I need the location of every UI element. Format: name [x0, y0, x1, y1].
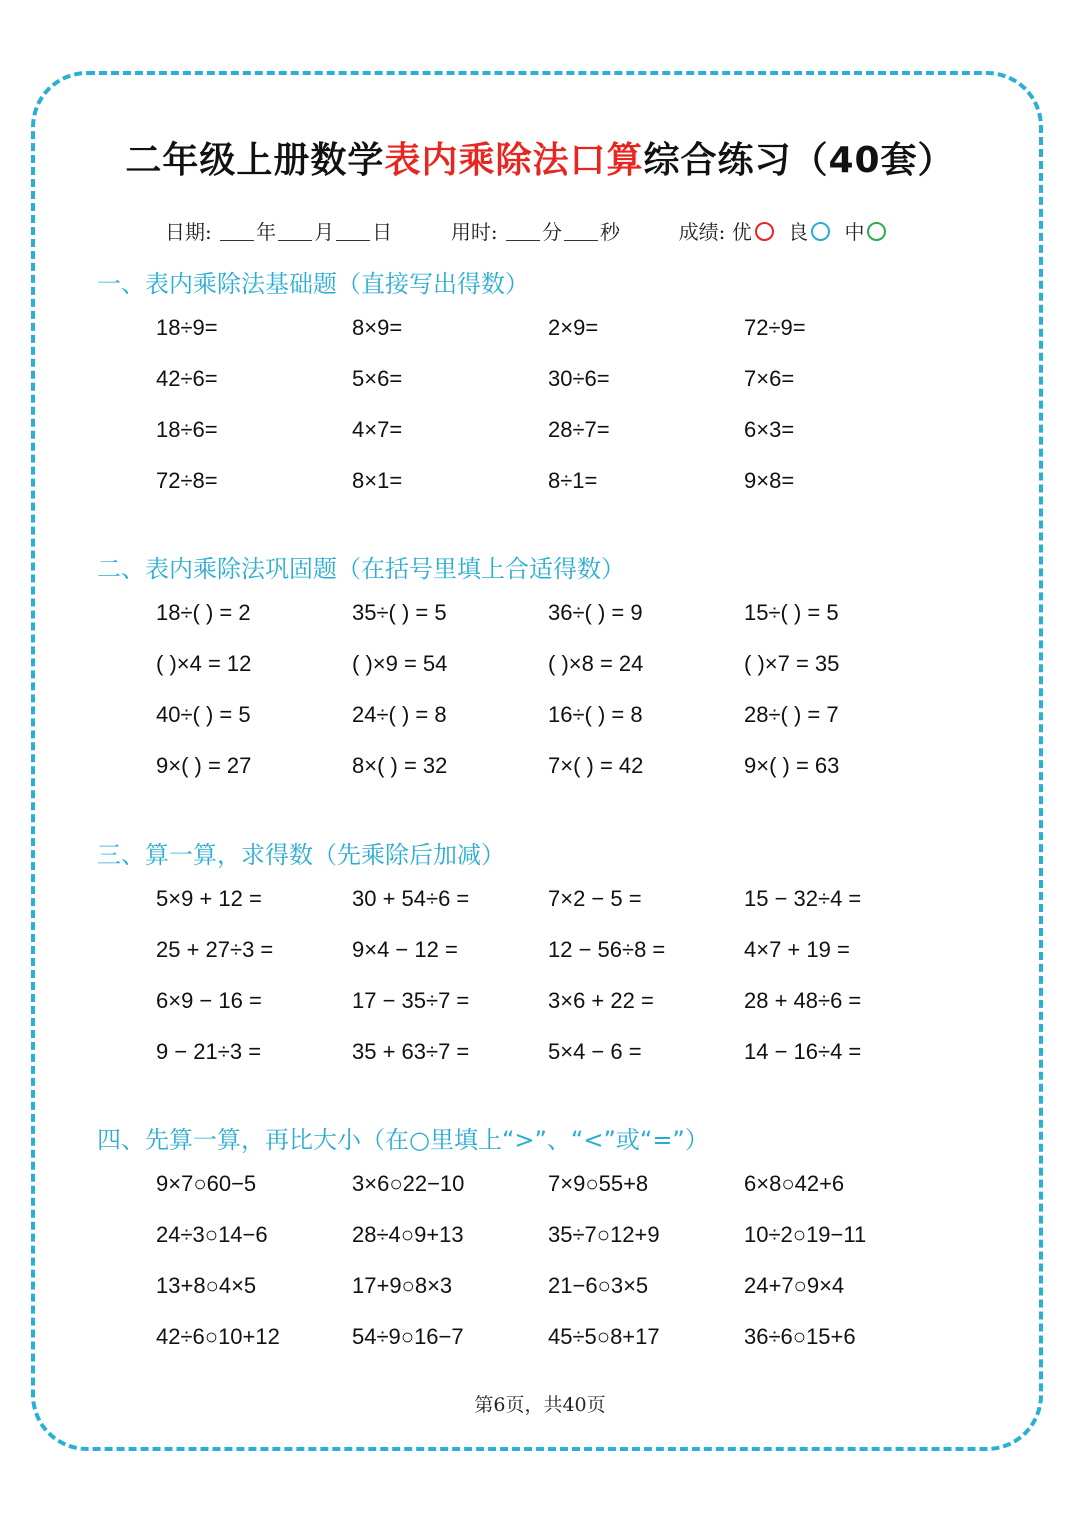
month-blank[interactable]: [278, 222, 312, 241]
problem: 7×2 − 5 =: [548, 886, 642, 911]
grade-excellent-circle-icon[interactable]: [755, 222, 774, 241]
page-number: 第6页，共40页: [474, 1394, 606, 1416]
problem: 15÷( ) = 5: [744, 600, 839, 625]
problem: ( )×4 = 12: [156, 651, 252, 676]
problem: 3×6 + 22 =: [548, 988, 654, 1013]
problem: 24÷3○14−6: [156, 1222, 268, 1247]
problem: 36÷( ) = 9: [548, 600, 643, 625]
year-label: 年: [256, 220, 277, 244]
section-4-row-3: [0, 1273, 1080, 1303]
grade-medium-label: 中: [844, 220, 865, 244]
section-2-row-3: [0, 702, 1080, 732]
section-4-title: 四、先算一算，再比大小（在○里填上“>”、“<”或“=”）: [97, 1126, 709, 1154]
problem: ( )×7 = 35: [744, 651, 840, 676]
section-3-row-1: [0, 886, 1080, 916]
problem: 28 + 48÷6 =: [744, 988, 862, 1013]
grade-good-label: 良: [788, 220, 809, 244]
problem: 9×8=: [744, 468, 795, 493]
section-1-row-1: [0, 315, 1080, 345]
problem: 6×9 − 16 =: [156, 988, 262, 1013]
section-2-row-1: [0, 600, 1080, 630]
problem: 14 − 16÷4 =: [744, 1039, 862, 1064]
grade-label: 成绩:: [678, 220, 726, 244]
problem: 9×4 − 12 =: [352, 937, 458, 962]
minute-blank[interactable]: [506, 222, 540, 241]
section-3-row-2: [0, 937, 1080, 967]
problem: 4×7 + 19 =: [744, 937, 850, 962]
second-label: 秒: [599, 220, 620, 244]
problem: 10÷2○19−11: [744, 1222, 867, 1247]
problem: 9×( ) = 63: [744, 753, 840, 778]
problem: 18÷9=: [156, 315, 218, 340]
problem: 35÷7○12+9: [548, 1222, 660, 1247]
problem: 18÷( ) = 2: [156, 600, 251, 625]
problem: 8×9=: [352, 315, 403, 340]
date-label: 日期:: [165, 220, 212, 244]
problem: 6×8○42+6: [744, 1171, 845, 1196]
problem: 9×7○60−5: [156, 1171, 257, 1196]
time-label: 用时:: [450, 220, 498, 244]
meta-line: [165, 216, 894, 245]
problem: 54÷9○16−7: [352, 1324, 464, 1349]
problem: 24÷( ) = 8: [352, 702, 447, 727]
section-1-row-4: [0, 468, 1080, 498]
problem: 25 + 27÷3 =: [156, 937, 274, 962]
problem: 28÷4○9+13: [352, 1222, 464, 1247]
section-2-title: 二、表内乘除法巩固题（在括号里填上合适得数）: [97, 555, 625, 583]
problem: 13+8○4×5: [156, 1273, 257, 1298]
section-1-row-2: [0, 366, 1080, 396]
year-blank[interactable]: [220, 222, 254, 241]
grade-good-circle-icon[interactable]: [811, 222, 830, 241]
problem: 72÷8=: [156, 468, 218, 493]
problem: 42÷6=: [156, 366, 218, 391]
section-3-title: 三、算一算，求得数（先乘除后加减）: [97, 841, 505, 869]
problem: 7×( ) = 42: [548, 753, 644, 778]
problem: 4×7=: [352, 417, 403, 442]
section-3-row-3: [0, 988, 1080, 1018]
problem: 42÷6○10+12: [156, 1324, 280, 1349]
page-title: [0, 132, 1080, 183]
title-part2: 综合练习（40套）: [643, 140, 955, 181]
section-4-row-1: [0, 1171, 1080, 1201]
section-1-row-3: [0, 417, 1080, 447]
section-2-row-2: [0, 651, 1080, 681]
problem: 17 − 35÷7 =: [352, 988, 470, 1013]
problem: 35÷( ) = 5: [352, 600, 447, 625]
problem: 16÷( ) = 8: [548, 702, 643, 727]
month-label: 月: [314, 220, 335, 244]
minute-label: 分: [541, 220, 562, 244]
problem: 8÷1=: [548, 468, 598, 493]
problem: 7×6=: [744, 366, 795, 391]
problem: 72÷9=: [744, 315, 806, 340]
problem: 30 + 54÷6 =: [352, 886, 470, 911]
problem: 40÷( ) = 5: [156, 702, 251, 727]
problem: 5×4 − 6 =: [548, 1039, 642, 1064]
problem: 17+9○8×3: [352, 1273, 453, 1298]
problem: 7×9○55+8: [548, 1171, 649, 1196]
problem: 15 − 32÷4 =: [744, 886, 862, 911]
problem: 21−6○3×5: [548, 1273, 649, 1298]
day-blank[interactable]: [336, 222, 370, 241]
problem: 6×3=: [744, 417, 795, 442]
problem: 8×( ) = 32: [352, 753, 448, 778]
problem: 30÷6=: [548, 366, 610, 391]
grade-medium-circle-icon[interactable]: [867, 222, 886, 241]
day-label: 日: [372, 220, 393, 244]
problem: 5×9 + 12 =: [156, 886, 262, 911]
problem: 35 + 63÷7 =: [352, 1039, 470, 1064]
second-blank[interactable]: [564, 222, 598, 241]
section-1-title: 一、表内乘除法基础题（直接写出得数）: [97, 270, 529, 298]
problem: 9 − 21÷3 =: [156, 1039, 262, 1064]
section-4-row-2: [0, 1222, 1080, 1252]
section-2-row-4: [0, 753, 1080, 783]
problem: ( )×9 = 54: [352, 651, 448, 676]
problem: 45÷5○8+17: [548, 1324, 660, 1349]
grade-excellent-label: 优: [731, 220, 752, 244]
title-highlight: 表内乘除法口算: [384, 140, 644, 181]
section-3-row-4: [0, 1039, 1080, 1069]
title-part1: 二年级上册数学: [125, 140, 385, 181]
problem: 3×6○22−10: [352, 1171, 465, 1196]
problem: 2×9=: [548, 315, 599, 340]
problem: 5×6=: [352, 366, 403, 391]
problem: 28÷7=: [548, 417, 610, 442]
problem: 8×1=: [352, 468, 403, 493]
problem: 36÷6○15+6: [744, 1324, 856, 1349]
problem: 9×( ) = 27: [156, 753, 252, 778]
problem: ( )×8 = 24: [548, 651, 644, 676]
problem: 12 − 56÷8 =: [548, 937, 666, 962]
problem: 18÷6=: [156, 417, 218, 442]
section-4-row-4: [0, 1324, 1080, 1354]
problem: 28÷( ) = 7: [744, 702, 839, 727]
problem: 24+7○9×4: [744, 1273, 845, 1298]
